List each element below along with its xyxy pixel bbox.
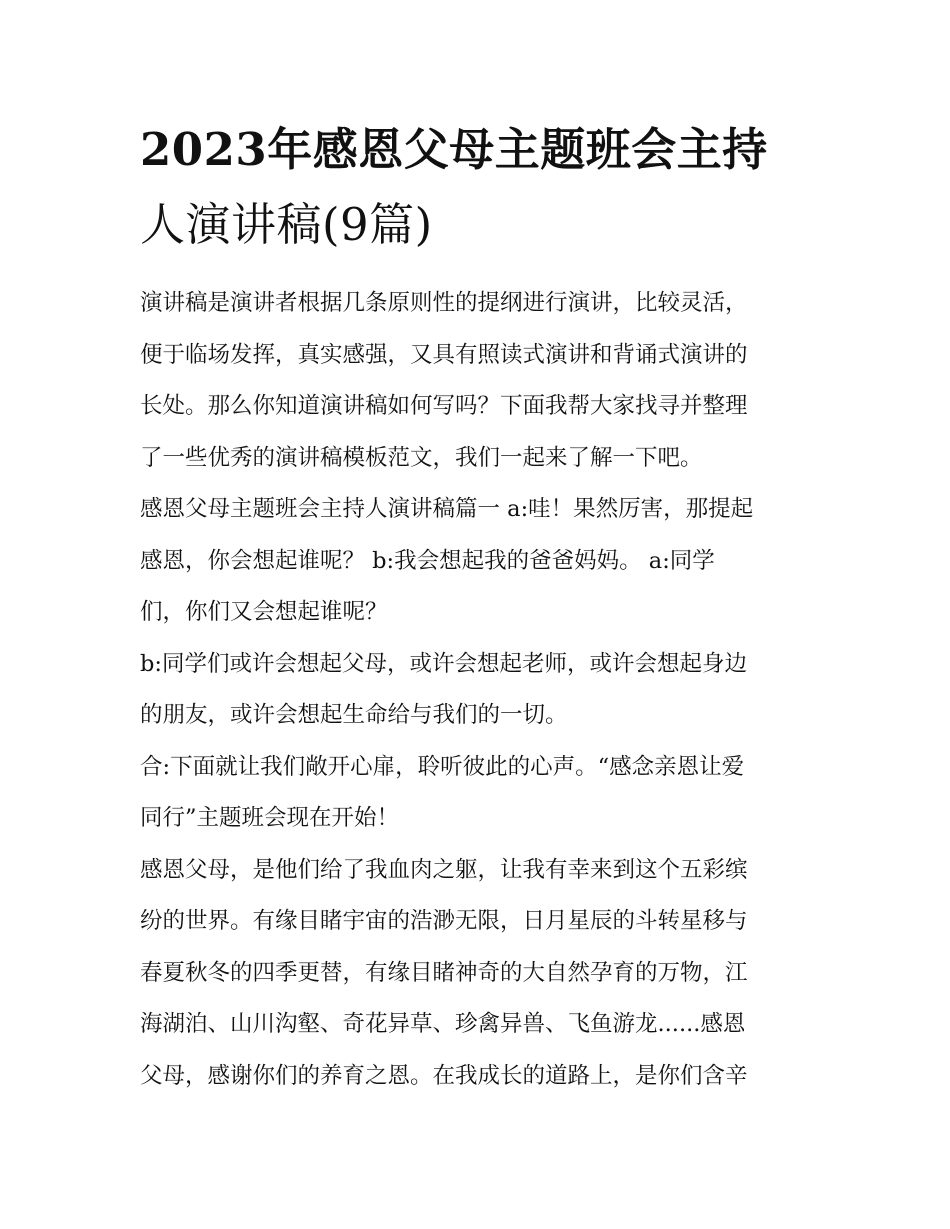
text-line: 春夏秋冬的四季更替，有缘目睹神奇的大自然孕育的万物，江	[140, 959, 748, 986]
document-title	[140, 112, 815, 262]
text-line: 感恩，你会想起谁呢？ b:我会想起我的爸爸妈妈。 a:同学	[140, 547, 715, 574]
text-line: 演讲稿是演讲者根据几条原则性的提纲进行演讲，比较灵活，	[140, 290, 748, 316]
title-line: 2023年感恩父母主题班会主持	[140, 123, 768, 176]
text-line: 感恩父母主题班会主持人演讲稿篇一 a:哇！果然厉害，那提起	[140, 496, 754, 522]
text-line: 同行”主题班会现在开始！	[140, 805, 400, 831]
paragraph-dialogue-1	[140, 484, 815, 639]
text-line: 父母，感谢你们的养育之恩。在我成长的道路上，是你们含辛	[140, 1062, 748, 1089]
text-line: 海湖泊、山川沟壑、奇花异草、珍禽异兽、飞鱼游龙......感恩	[140, 1011, 746, 1037]
title-line: 人演讲稿(9篇)	[140, 198, 433, 251]
document-page	[140, 112, 815, 1102]
text-line: 便于临场发挥，真实感强，又具有照读式演讲和背诵式演讲的	[140, 341, 748, 368]
paragraph-dialogue-3	[140, 742, 815, 845]
text-line: 长处。那么你知道演讲稿如何写吗？下面我帮大家找寻并整理	[140, 393, 748, 419]
text-line: 合:下面就让我们敞开心扉，聆听彼此的心声。“感念亲恩让爱	[140, 753, 745, 780]
paragraph-intro	[140, 278, 815, 484]
text-line: 纷的世界。有缘目睹宇宙的浩渺无限，日月星辰的斗转星移与	[140, 908, 748, 934]
text-line: 感恩父母，是他们给了我血肉之躯，让我有幸来到这个五彩缤	[140, 856, 748, 883]
text-line: b:同学们或许会想起父母，或许会想起老师，或许会想起身边	[140, 650, 747, 677]
document-body	[140, 278, 815, 1102]
paragraph-dialogue-2	[140, 639, 815, 742]
text-line: 们，你们又会想起谁呢？	[140, 599, 388, 625]
text-line: 了一些优秀的演讲稿模板范文，我们一起来了解一下吧。	[140, 444, 703, 471]
paragraph-gratitude	[140, 845, 815, 1103]
text-line: 的朋友，或许会想起生命给与我们的一切。	[140, 702, 568, 728]
